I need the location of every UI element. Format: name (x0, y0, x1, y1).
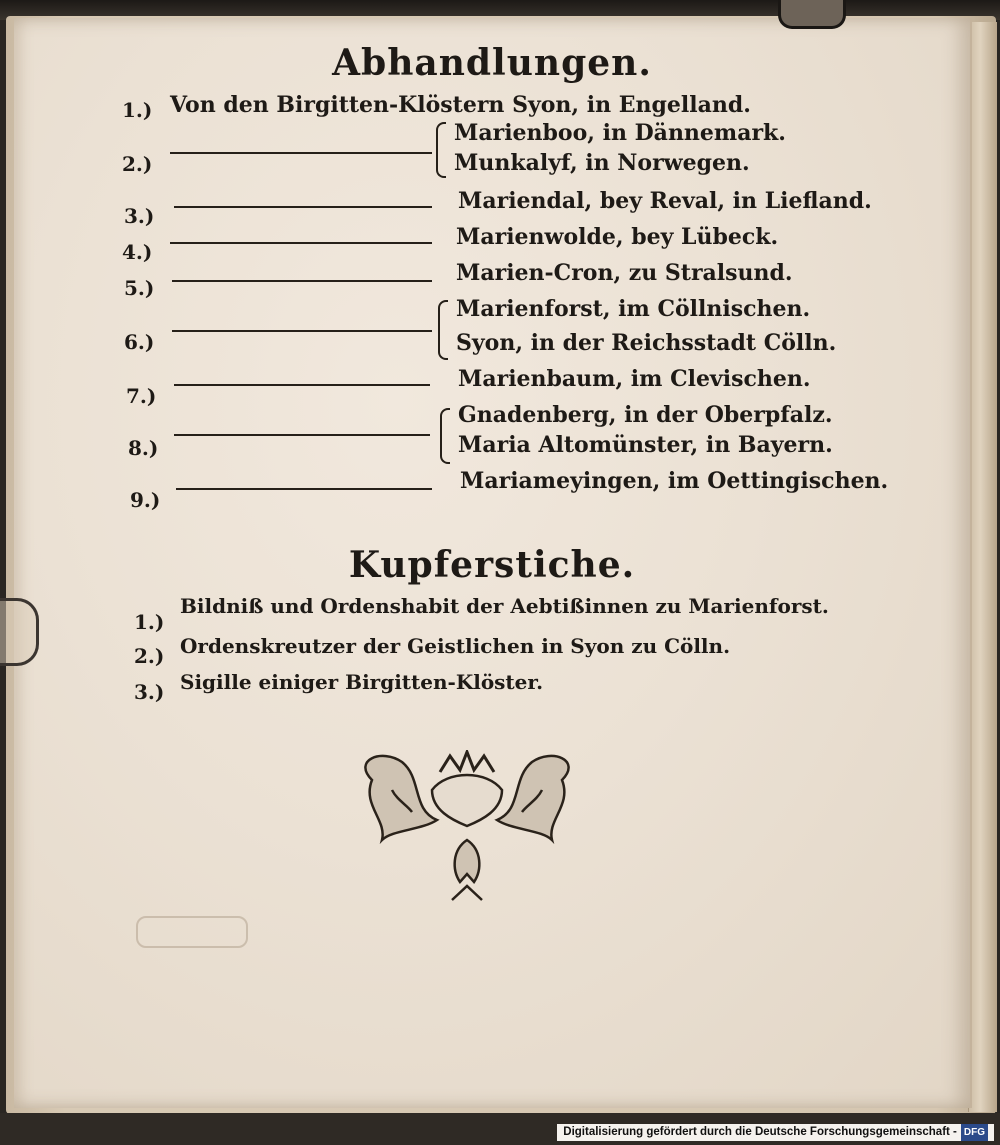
treatise-number: 1.) (122, 98, 153, 122)
ditto-rule (172, 280, 432, 282)
brace (438, 300, 448, 360)
treatise-number: 9.) (130, 488, 161, 512)
engraving-number: 1.) (134, 610, 165, 634)
ditto-rule (172, 330, 432, 332)
left-page-clip (0, 598, 39, 666)
credit-text: Digitalisierung gefördert durch die Deutsche Forschungsgemeinschaft - (563, 1126, 957, 1138)
treatise-item: Munkalyf, in Norwegen. (454, 150, 750, 176)
treatise-item: Marienforst, im Cöllnischen. (456, 296, 811, 322)
treatise-number: 3.) (124, 204, 155, 228)
ditto-rule (174, 384, 430, 386)
treatise-item: Maria Altomünster, in Bayern. (458, 432, 833, 458)
brace (436, 122, 446, 178)
treatise-item: Marienbaum, im Clevischen. (458, 366, 811, 392)
treatise-item: Marien-Cron, zu Stralsund. (456, 260, 793, 286)
treatise-item: Mariameyingen, im Oettingischen. (460, 468, 889, 494)
treatise-number: 2.) (122, 152, 153, 176)
treatise-number: 7.) (126, 384, 157, 408)
engraving-number: 2.) (134, 644, 165, 668)
treatise-number: 5.) (124, 276, 155, 300)
engraving-item: Ordenskreutzer der Geistlichen in Syon zu Cölln. (180, 634, 731, 658)
treatise-item: Marienwolde, bey Lübeck. (456, 224, 779, 250)
ditto-rule (174, 434, 430, 436)
engraving-number: 3.) (134, 680, 165, 704)
heading-treatises: Abhandlungen. (332, 42, 652, 84)
treatise-item: Mariendal, bey Reval, in Liefland. (458, 188, 872, 214)
book-page (14, 18, 972, 1108)
treatise-item: Syon, in der Reichsstadt Cölln. (456, 330, 837, 356)
floral-vignette-icon (352, 750, 582, 914)
ditto-rule (170, 242, 432, 244)
treatise-item: Marienboo, in Dännemark. (454, 120, 786, 146)
treatise-item: Gnadenberg, in der Oberpfalz. (458, 402, 833, 428)
digitization-credit (557, 1124, 994, 1141)
treatise-number: 8.) (128, 436, 159, 460)
engraving-item: Bildniß und Ordenshabit der Aebtißinnen zu Marienforst. (180, 594, 829, 618)
ditto-rule (174, 206, 432, 208)
engraving-item: Sigille einiger Birgitten-Klöster. (180, 670, 544, 694)
treatise-number: 4.) (122, 240, 153, 264)
treatise-number: 6.) (124, 330, 155, 354)
treatise-item: Von den Birgitten-Klöstern Syon, in Engelland. (170, 92, 751, 118)
page-clip (778, 0, 846, 29)
book-right-edge (968, 22, 997, 1112)
heading-engravings: Kupferstiche. (348, 544, 636, 586)
ditto-rule (170, 152, 432, 154)
ditto-rule (176, 488, 432, 490)
embossed-stamp (136, 916, 248, 948)
brace (440, 408, 450, 464)
dfg-logo: DFG (961, 1124, 988, 1141)
